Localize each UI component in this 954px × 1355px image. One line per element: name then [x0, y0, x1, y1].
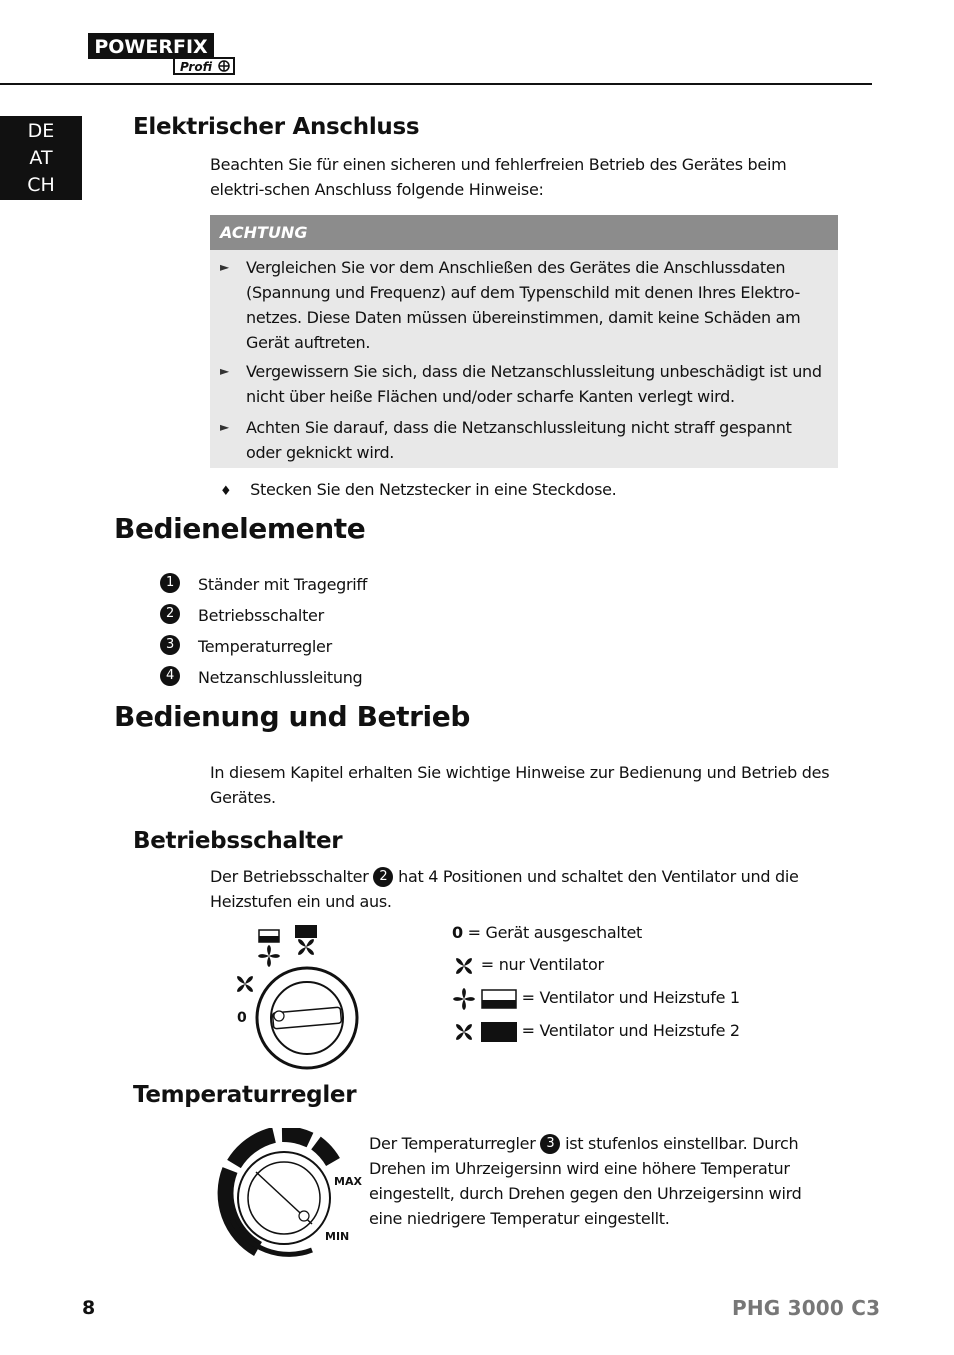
- min-label: MIN: [325, 1230, 350, 1243]
- heat-level-2-icon: [481, 1022, 517, 1042]
- lang-de: DE: [27, 120, 55, 142]
- model-name: PHG 3000 C3: [732, 1296, 881, 1320]
- switch-text-before: Der Betriebsschalter: [210, 867, 369, 886]
- lang-ch: CH: [27, 174, 55, 196]
- warning-item: [220, 415, 830, 465]
- legend-zero: [452, 920, 642, 946]
- brand-name: POWERFIX: [94, 36, 208, 58]
- heading-operation: Bedienung und Betrieb: [114, 700, 470, 733]
- legend-heat2: [452, 1018, 740, 1044]
- lang-at: AT: [29, 147, 53, 169]
- max-label: MAX: [334, 1175, 362, 1188]
- switch-text-after: hat 4 Positionen und schaltet den Ventilator und die Heizstufen ein und aus.: [210, 867, 799, 911]
- number-badge: 2: [160, 604, 180, 624]
- heading-temperature: Temperaturregler: [133, 1082, 357, 1108]
- step-item: [220, 477, 616, 504]
- number-badge: 3: [540, 1134, 560, 1154]
- header-rule: [0, 83, 872, 85]
- step-text: Stecken Sie den Netzstecker in eine Steckdose.: [250, 480, 617, 499]
- part-label: Temperaturregler: [198, 637, 332, 656]
- dial-zero-label: 0: [237, 1010, 247, 1026]
- temperature-dial-illustration: [212, 1128, 362, 1260]
- legend-zero-text: = Gerät ausgeschaltet: [467, 923, 643, 942]
- temp-text-before: Der Temperaturregler: [369, 1134, 536, 1153]
- number-badge: 1: [160, 573, 180, 593]
- switch-text: [210, 864, 842, 914]
- temp-text-after: ist stufenlos einstellbar. Durch Drehen im Uhrzeigersinn wird eine höhere Temperatur eingestellt, durch Drehen gegen den Uhrzeigersinn wird eine niedrigere Temperatur eingestellt.: [369, 1134, 802, 1228]
- diamond-bullet-icon: ♦: [220, 484, 232, 499]
- switch-dial-illustration: [225, 922, 365, 1072]
- electrical-intro: Beachten Sie für einen sicheren und fehlerfreien Betrieb des Gerätes beim elektri-schen Anschluss folgende Hinweise:: [210, 155, 787, 199]
- part-label: Ständer mit Tragegriff: [198, 575, 368, 594]
- fan-icon: [452, 987, 476, 1011]
- warning-item: [220, 359, 830, 409]
- legend-fan: [452, 952, 604, 978]
- page-number: 8: [82, 1297, 96, 1319]
- heading-switch: Betriebsschalter: [133, 828, 343, 854]
- heat-level-1-icon: [481, 989, 517, 1009]
- fan-icon: [452, 954, 476, 978]
- warning-text: Achten Sie darauf, dass die Netzanschlussleitung nicht straff gespannt oder geknickt wird.: [246, 418, 792, 462]
- pointer-icon: ►: [220, 260, 229, 274]
- legend-zero-symbol: 0: [452, 923, 463, 942]
- legend-heat2-text: = Ventilator und Heizstufe 2: [521, 1021, 740, 1040]
- warning-title: ACHTUNG: [210, 215, 838, 250]
- heading-controls: Bedienelemente: [114, 512, 366, 545]
- part-label: Betriebsschalter: [198, 606, 324, 625]
- warning-item: [220, 255, 830, 355]
- legend-fan-text: = nur Ventilator: [480, 955, 604, 974]
- legend-heat1: [452, 985, 740, 1011]
- part-label: Netzanschlussleitung: [198, 668, 363, 687]
- number-badge: 4: [160, 666, 180, 686]
- powerfix-logo: [88, 33, 236, 77]
- heading-electrical: Elektrischer Anschluss: [133, 114, 420, 140]
- fan-icon: [452, 1020, 476, 1044]
- operation-intro: In diesem Kapitel erhalten Sie wichtige Hinweise zur Bedienung und Betrieb des Gerätes.: [210, 763, 830, 807]
- temperature-text: [369, 1131, 809, 1231]
- language-tab: [0, 116, 82, 200]
- number-badge: 3: [160, 635, 180, 655]
- pointer-icon: ►: [220, 364, 229, 378]
- brand-sub: Profi: [180, 60, 213, 74]
- number-badge: 2: [373, 867, 393, 887]
- warning-text: Vergewissern Sie sich, dass die Netzanschlussleitung unbeschädigt ist und nicht über heiße Flächen und/oder scharfe Kanten verlegt wird.: [246, 362, 822, 406]
- legend-heat1-text: = Ventilator und Heizstufe 1: [521, 988, 740, 1007]
- pointer-icon: ►: [220, 420, 229, 434]
- warning-text: Vergleichen Sie vor dem Anschließen des Gerätes die Anschlussdaten (Spannung und Frequenz) auf dem Typenschild mit denen Ihres Elektro-netzes. Diese Daten müssen übereinstimmen, damit keine Schäden am Gerät auftreten.: [246, 258, 801, 352]
